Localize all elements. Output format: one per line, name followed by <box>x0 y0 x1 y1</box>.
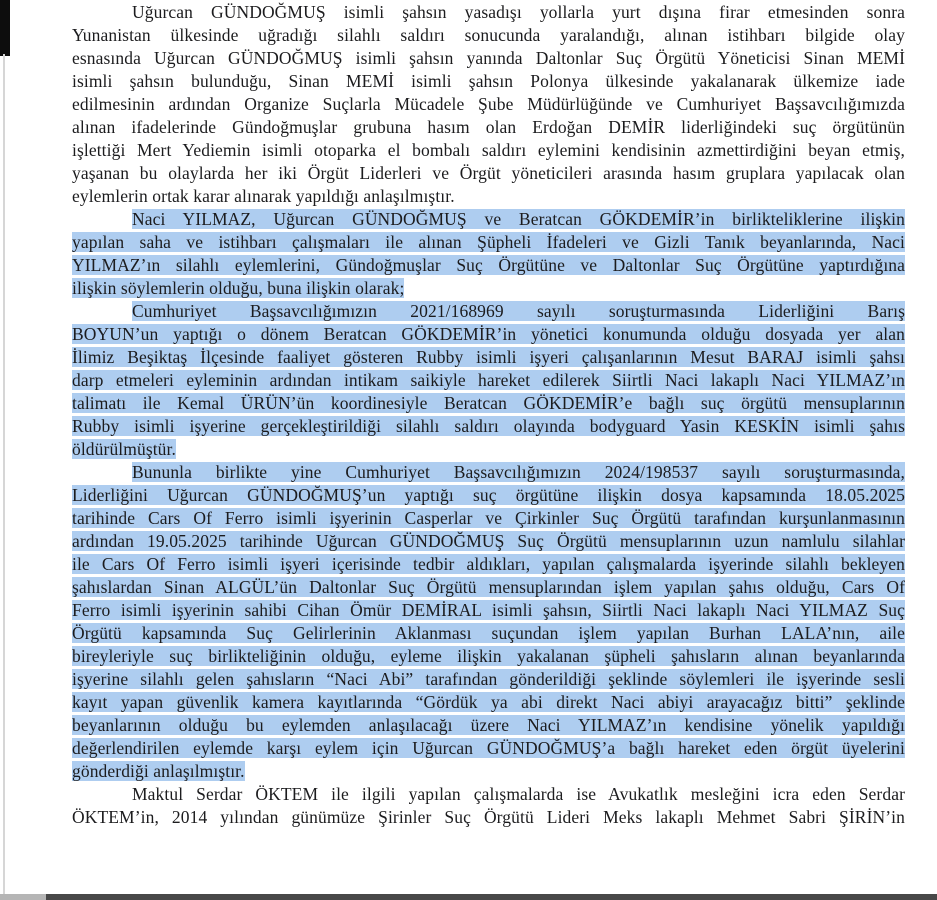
selected-text: ile Cars Of Ferro isimli işyeri içerisinde tedbir aldıkları, yapılan çalışmalarda işyerinde silahlı bekleyen <box>72 554 905 574</box>
selected-text: tarihinde Cars Of Ferro isimli işyerinin Casperlar ve Çirkinler Suç Örgütü tarafından kurşunlanmasının <box>72 508 905 528</box>
page-bottom-edge-bar <box>0 894 937 900</box>
body-text: Uğurcan GÜNDOĞMUŞ isimli şahsın yasadışı yollarla yurt dışına firar etmesinden sonra <box>132 2 905 22</box>
text-line <box>72 760 905 783</box>
text-line <box>72 691 905 714</box>
selected-text: Rubby isimli işyerine gerçekleştirildiği silahlı saldırı olayında bodyguard Yasin KESKİN isimli şahıs <box>72 416 905 436</box>
selected-text: Örgütü kapsamında Suç Gelirlerinin Aklanması suçundan işlem yapılan Burhan LALA’nın, aile <box>72 623 905 643</box>
text-line <box>72 116 905 139</box>
text-line <box>72 277 905 300</box>
selected-text: Liderliğini Uğurcan GÜNDOĞMUŞ’un yaptığı suç örgütüne ilişkin dosya kapsamında 18.05.2025 <box>72 485 905 505</box>
text-line <box>72 622 905 645</box>
page-left-edge-line <box>3 54 5 894</box>
selected-text: YILMAZ’ın silahlı eylemlerini, Gündoğmuşlar Suç Örgütüne ve Daltonlar Suç Örgütüne yaptırdığına <box>72 255 905 275</box>
body-text: esnasında Uğurcan GÜNDOĞMUŞ isimli şahsın yanında Daltonlar Suç Örgütü Yöneticisi Sinan MEMİ <box>72 48 905 68</box>
selected-text: Ferro isimli işyerinin sahibi Cihan Ömür DEMİRAL isimli şahsın, Siirtli Naci lakaplı Naci YILMAZ Suç <box>72 600 905 620</box>
text-line <box>72 645 905 668</box>
selected-text: talimatı ile Kemal ÜRÜN’ün koordinesiyle Beratcan GÖKDEMİR’e bağlı suç örgütü mensuplarının <box>72 393 905 413</box>
selected-text: Cumhuriyet Başsavcılığımızın 2021/168969 sayılı soruşturmasında Liderliğini Barış <box>132 301 905 321</box>
text-line <box>72 714 905 737</box>
selected-text: BOYUN’un yaptığı o dönem Beratcan GÖKDEMİR’in yönetici konumunda olduğu dosyada yer alan <box>72 324 905 344</box>
text-line <box>72 300 905 323</box>
selected-text: bireyleriyle suç birlikteliğinin olduğu, eyleme ilişkin yakalanan şüpheli şahısların alınan beyanlarında <box>72 646 905 666</box>
selected-text: Naci YILMAZ, Uğurcan GÜNDOĞMUŞ ve Beratcan GÖKDEMİR’in birlikteliklerine ilişkin <box>132 209 905 229</box>
text-line <box>72 576 905 599</box>
selected-text: kayıt yapan güvenlik kamera kayıtlarında “Gördük ya abi direkt Naci abiyi arayacağız bitti” şeklinde <box>72 692 905 712</box>
selected-text: Bununla birlikte yine Cumhuriyet Başsavcılığımızın 2024/198537 sayılı soruşturmasında, <box>132 462 905 482</box>
text-line <box>72 1 905 24</box>
text-line <box>72 369 905 392</box>
text-line <box>72 185 905 208</box>
text-line <box>72 484 905 507</box>
text-line <box>72 208 905 231</box>
selected-text: ardından 19.05.2025 tarihinde Uğurcan GÜNDOĞMUŞ Suç Örgütü mensuplarının uzun namlulu silahlar <box>72 531 905 551</box>
text-line <box>72 438 905 461</box>
selected-text: değerlendirilen eylemde karşı eylem için Uğurcan GÜNDOĞMUŞ’a bağlı hareket eden örgüt üyelerini <box>72 738 905 758</box>
text-line <box>72 162 905 185</box>
text-line <box>72 93 905 116</box>
selected-text: beyanlarının olduğu bu eylemden anlaşılacağı üzere Naci YILMAZ’ın kendisine yönelik yapıldığı <box>72 715 905 735</box>
body-text: alınan ifadelerinde Gündoğmuşlar grubuna hasım olan Erdoğan DEMİR liderliğindeki suç örgütünün <box>72 117 905 137</box>
selected-text: şahıslardan Sinan ALGÜL’ün Daltonlar Suç Örgütü mensuplarından işlem yapılan şahıs olduğu, Cars Of <box>72 577 905 597</box>
selected-text: İlimiz Beşiktaş İlçesinde faaliyet gösteren Rubby isimli işyeri çalışanlarının Mesut BARAJ isimli şahsı <box>72 347 905 367</box>
text-line <box>72 599 905 622</box>
document-text-body <box>72 1 905 829</box>
text-line <box>72 415 905 438</box>
selected-text: işyerine silahlı gelen şahısların “Naci Abi” tarafından gönderildiği şeklinde söylemleri ile işyerinde sesli <box>72 669 905 689</box>
selected-text: ilişkin söylemlerin olduğu, buna ilişkin olarak; <box>72 278 405 298</box>
text-line <box>72 139 905 162</box>
text-line <box>72 530 905 553</box>
text-line <box>72 70 905 93</box>
body-text: yaşanan bu olaylarda her iki Örgüt Liderleri ve Örgüt yöneticileri arasında hasım gruplara yapılacak olan <box>72 163 905 183</box>
body-text: edilmesinin ardından Organize Suçlarla Mücadele Şube Müdürlüğünde ve Cumhuriyet Başsavcılığımızda <box>72 94 905 114</box>
selected-text: yapılan saha ve istihbarı çalışmaları ile alınan Şüpheli İfadeleri ve Gizli Tanık beyanlarında, Naci <box>72 232 905 252</box>
text-line <box>72 668 905 691</box>
text-line <box>72 783 905 806</box>
text-line <box>72 737 905 760</box>
text-line <box>72 47 905 70</box>
page-corner-mark <box>0 0 10 56</box>
page-bottom-edge-bar-tip <box>0 894 46 900</box>
body-text: Maktul Serdar ÖKTEM ile ilgili yapılan çalışmalarda ise Avukatlık mesleğini icra eden Serdar <box>132 784 905 804</box>
text-line <box>72 507 905 530</box>
text-line <box>72 346 905 369</box>
text-line <box>72 254 905 277</box>
selected-text: öldürülmüştür. <box>72 439 176 459</box>
text-line <box>72 392 905 415</box>
selected-text: darp etmeleri eyleminin ardından intikam saikiyle hareket edilerek Siirtli Naci lakaplı Naci YILMAZ’ın <box>72 370 905 390</box>
body-text: Yunanistan ülkesinde uğradığı silahlı saldırı sonucunda yaralandığı, alınan istihbarı bilgide olay <box>72 25 905 45</box>
text-line <box>72 461 905 484</box>
body-text: eylemlerin ortak karar alınarak yapıldığı anlaşılmıştır. <box>72 186 455 206</box>
selected-text: gönderdiği anlaşılmıştır. <box>72 761 245 781</box>
text-line <box>72 231 905 254</box>
text-line <box>72 553 905 576</box>
text-line <box>72 806 905 829</box>
body-text: işlettiği Mert Yediemin isimli otoparka el bombalı saldırı eylemini kendisinin azmettirdiğini beyan etmiş, <box>72 140 905 160</box>
body-text: isimli şahsın bulunduğu, Sinan MEMİ isimli şahsın Polonya ülkesinde yakalanarak ülkemize iade <box>72 71 905 91</box>
text-line <box>72 323 905 346</box>
text-line <box>72 24 905 47</box>
body-text: ÖKTEM’in, 2014 yılından günümüze Şirinler Suç Örgütü Lideri Meks lakaplı Mehmet Sabri ŞİRİN’in <box>72 807 905 827</box>
